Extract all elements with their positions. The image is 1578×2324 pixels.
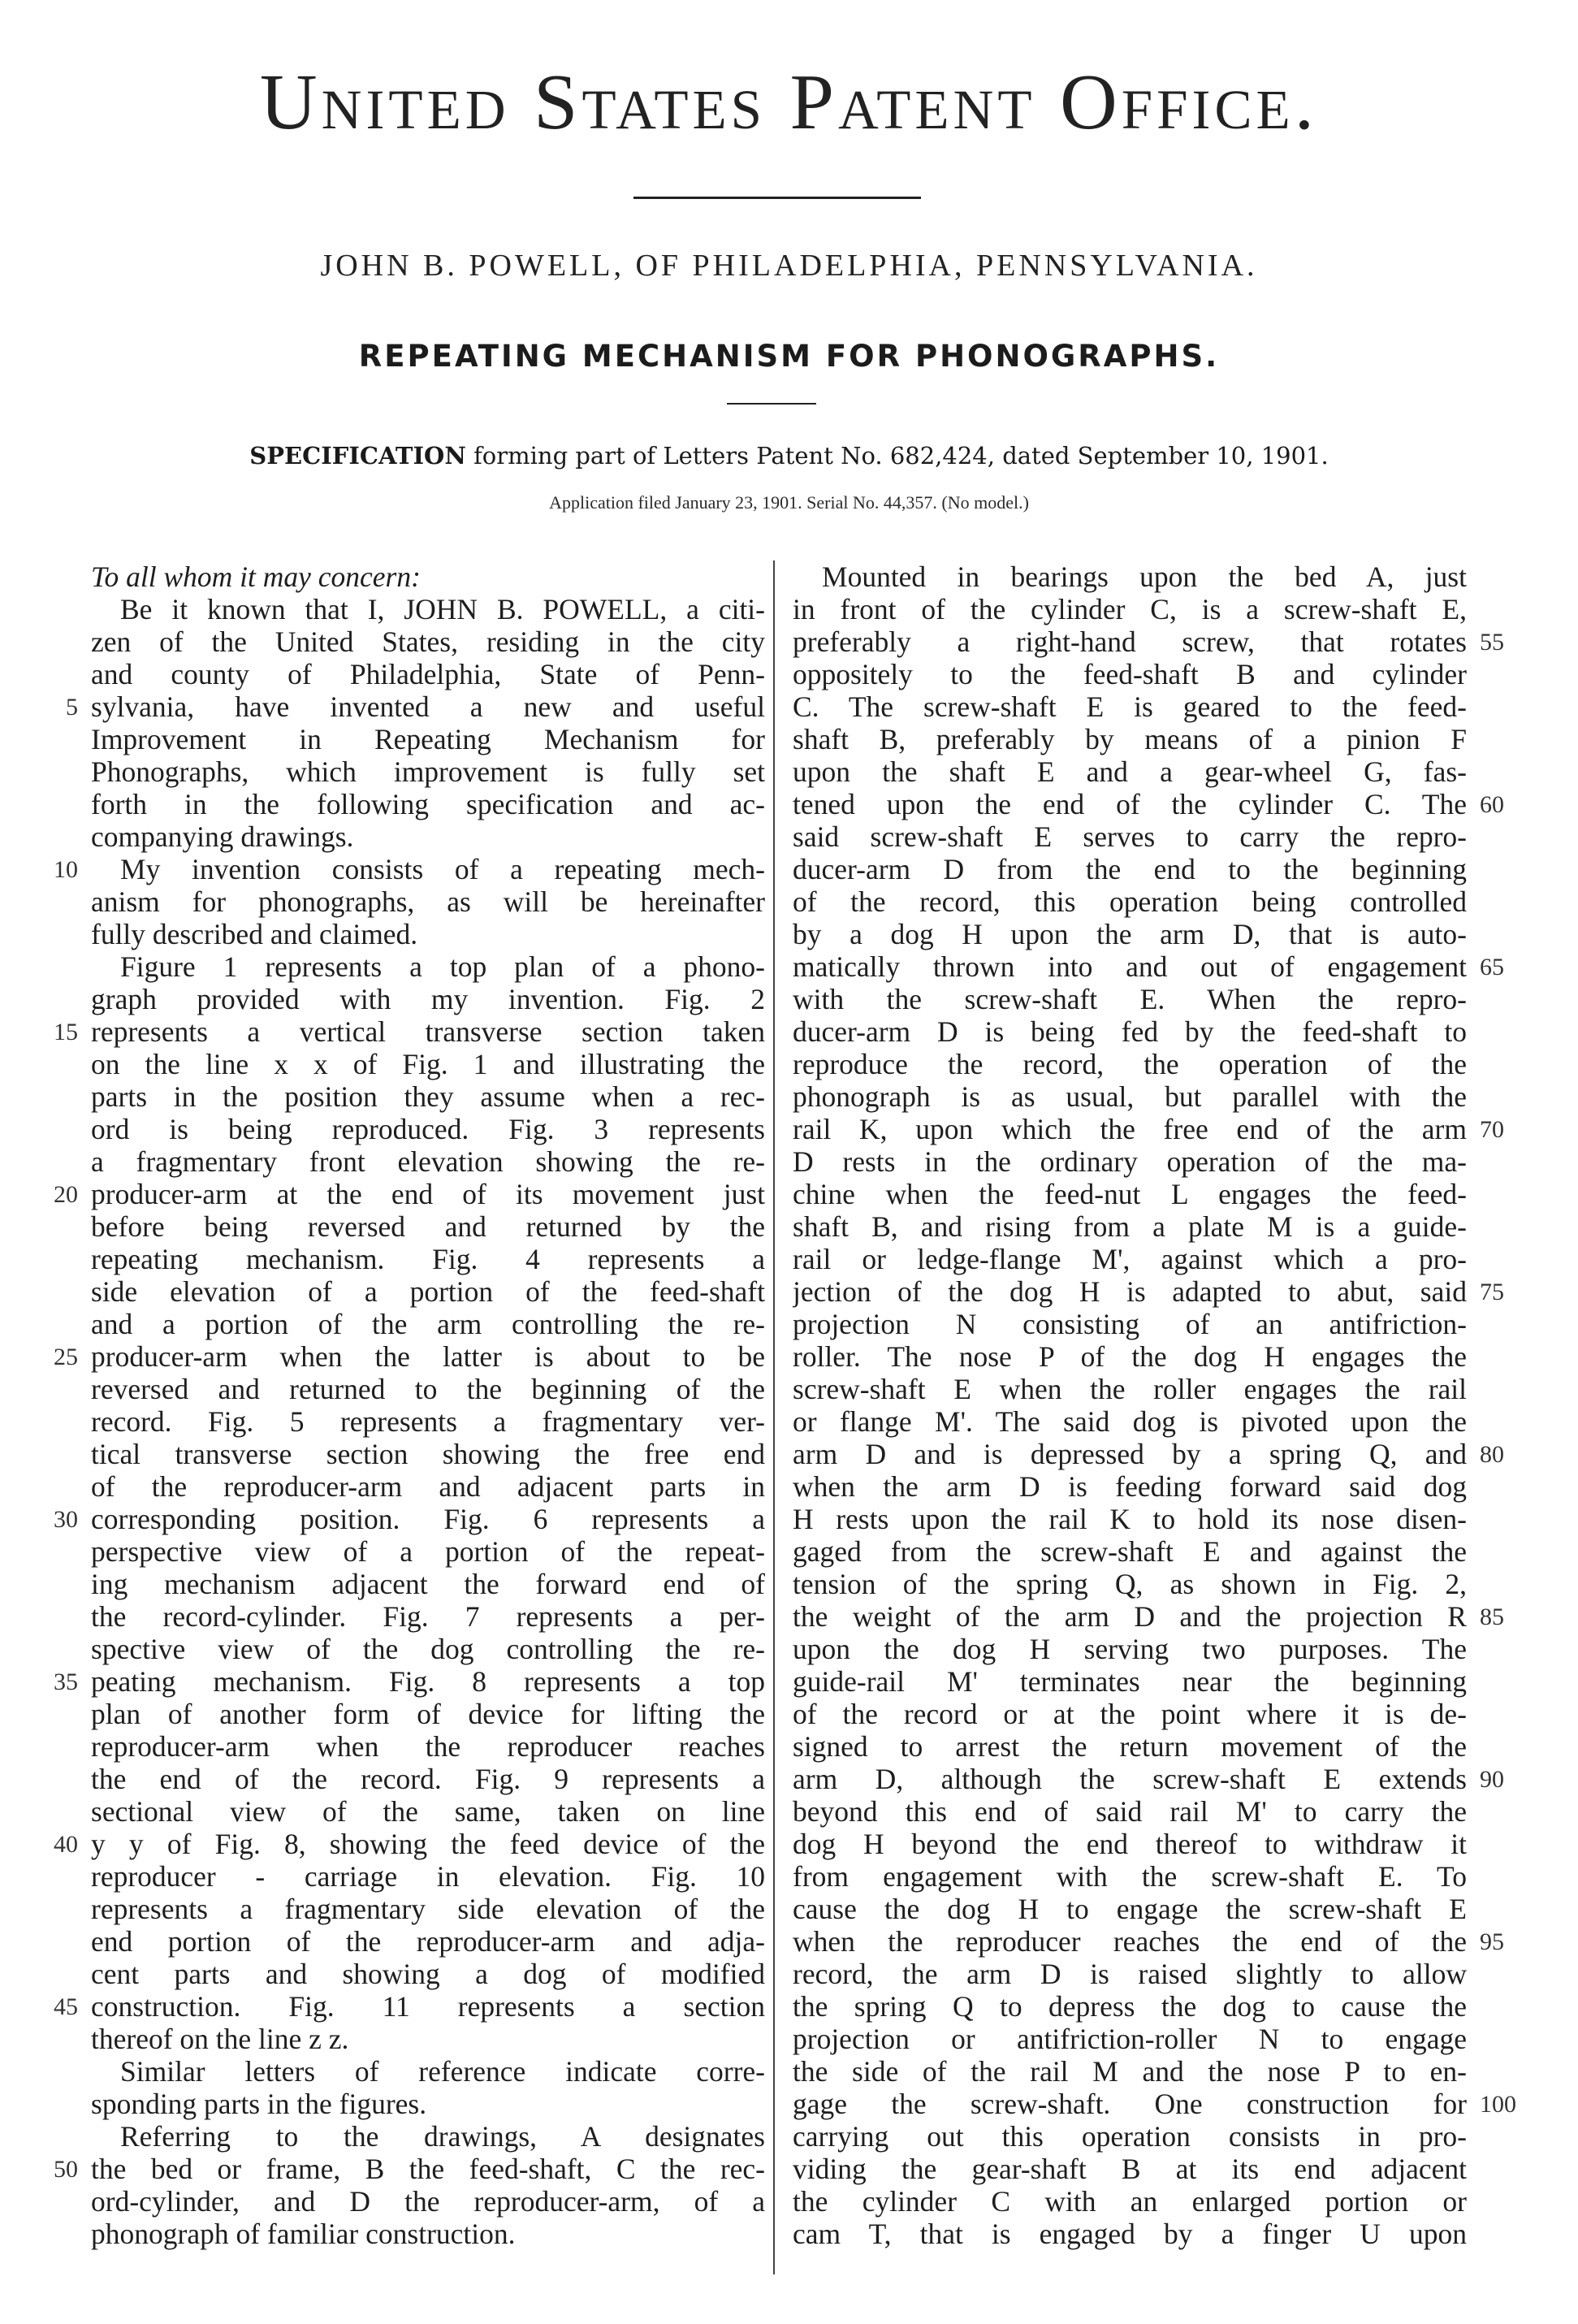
left-line-number: 25 <box>54 1344 78 1370</box>
text-line: producer-arm when the latter is about to be <box>91 1340 765 1373</box>
text-line: ord-cylinder, and D the reproducer-arm, of a <box>91 2185 765 2218</box>
text-line: guide-rail M' terminates near the beginning <box>793 1665 1467 1698</box>
text-line: graph provided with my invention. Fig. 2 <box>91 983 765 1015</box>
text-line: on the line x x of Fig. 1 and illustrating the <box>91 1048 765 1080</box>
text-line: peating mechanism. Fig. 8 represents a top <box>91 1665 765 1698</box>
text-line: cause the dog H to engage the screw-shaft E <box>793 1893 1467 1925</box>
left-line-number: 30 <box>54 1506 78 1533</box>
text-line: cent parts and showing a dog of modified <box>91 1958 765 1990</box>
right-text-column <box>793 560 1467 2250</box>
text-line: roller. The nose P of the dog H engages the <box>793 1340 1467 1373</box>
text-line: anism for phonographs, as will be hereinafter <box>91 885 765 918</box>
text-line: reproducer - carriage in elevation. Fig. 10 <box>91 1860 765 1893</box>
column-divider <box>773 560 775 2274</box>
text-line: the record-cylinder. Fig. 7 represents a per- <box>91 1600 765 1633</box>
text-line: y y of Fig. 8, showing the feed device of the <box>91 1828 765 1860</box>
text-line: fully described and claimed. <box>91 918 418 950</box>
text-line: matically thrown into and out of engagement <box>793 950 1467 983</box>
text-line: corresponding position. Fig. 6 represents a <box>91 1503 765 1535</box>
office-title: United States Patent Office. <box>259 58 1319 146</box>
left-line-number: 15 <box>54 1019 78 1045</box>
text-line: preferably a right-hand screw, that rotates <box>793 625 1467 658</box>
text-line: beyond this end of said rail M' to carry the <box>793 1795 1467 1828</box>
text-line: the spring Q to depress the dog to cause the <box>793 1990 1467 2023</box>
text-line: arm D, although the screw-shaft E extends <box>793 1763 1467 1795</box>
left-line-number: 10 <box>54 856 78 883</box>
right-line-number: 100 <box>1480 2091 1516 2118</box>
text-line: carrying out this operation consists in pro- <box>793 2120 1467 2153</box>
text-line: Similar letters of reference indicate corre- <box>120 2055 765 2088</box>
specification-line <box>0 442 1578 470</box>
text-line: side elevation of a portion of the feed-shaft <box>91 1275 765 1308</box>
text-line: tical transverse section showing the free end <box>91 1438 765 1470</box>
text-line: when the reproducer reaches the end of the <box>793 1925 1467 1958</box>
text-line: of the record, this operation being controlled <box>793 885 1467 918</box>
text-line: Improvement in Repeating Mechanism for <box>91 723 765 755</box>
text-line: perspective view of a portion of the repeat- <box>91 1535 765 1568</box>
text-line: record. Fig. 5 represents a fragmentary ver- <box>91 1405 765 1438</box>
text-line: tened upon the end of the cylinder C. The <box>793 788 1467 820</box>
text-line: phonograph of familiar construction. <box>91 2218 516 2250</box>
text-line: screw-shaft E when the roller engages the rail <box>793 1373 1467 1405</box>
text-line: said screw-shaft E serves to carry the repro- <box>793 820 1467 853</box>
text-line: oppositely to the feed-shaft B and cylinder <box>793 658 1467 690</box>
text-line: represents a vertical transverse section taken <box>91 1015 765 1048</box>
text-line: Mounted in bearings upon the bed A, just <box>822 560 1467 593</box>
text-line: My invention consists of a repeating mech- <box>120 853 765 885</box>
right-line-number: 65 <box>1480 954 1504 980</box>
left-line-number: 45 <box>54 1993 78 2020</box>
text-line: Figure 1 represents a top plan of a phono- <box>120 950 765 983</box>
text-line: ord is being reproduced. Fig. 3 represents <box>91 1113 765 1145</box>
text-line: shaft B, and rising from a plate M is a guide- <box>793 1210 1467 1243</box>
right-line-number: 75 <box>1480 1279 1504 1305</box>
text-line: repeating mechanism. Fig. 4 represents a <box>91 1243 765 1275</box>
text-line: plan of another form of device for lifting the <box>91 1698 765 1730</box>
text-line: sectional view of the same, taken on line <box>91 1795 765 1828</box>
text-line: D rests in the ordinary operation of the ma- <box>793 1145 1467 1178</box>
text-line: sponding parts in the figures. <box>91 2088 427 2120</box>
text-line: companying drawings. <box>91 820 354 853</box>
text-line: ducer-arm D from the end to the beginning <box>793 853 1467 885</box>
text-line: the weight of the arm D and the projection R <box>793 1600 1467 1633</box>
left-line-number: 50 <box>54 2156 78 2183</box>
text-line: ing mechanism adjacent the forward end of <box>91 1568 765 1600</box>
text-line: the side of the rail M and the nose P to en- <box>793 2055 1467 2088</box>
text-line: dog H beyond the end thereof to withdraw it <box>793 1828 1467 1860</box>
text-line: cam T, that is engaged by a finger U upon <box>793 2218 1467 2250</box>
inventor-line: JOHN B. POWELL, OF PHILADELPHIA, PENNSYLVANIA. <box>320 249 1258 283</box>
left-line-number: 20 <box>54 1181 78 1208</box>
text-line: projection N consisting of an antifriction- <box>793 1308 1467 1340</box>
text-line: with the screw-shaft E. When the repro- <box>793 983 1467 1015</box>
right-line-number: 85 <box>1480 1603 1504 1630</box>
application-line: Application filed January 23, 1901. Serial No. 44,357. (No model.) <box>549 492 1029 513</box>
text-line: H rests upon the rail K to hold its nose disen- <box>793 1503 1467 1535</box>
text-line: projection or antifriction-roller N to engage <box>793 2023 1467 2055</box>
text-line: viding the gear-shaft B at its end adjacent <box>793 2153 1467 2185</box>
text-line: or flange M'. The said dog is pivoted upon the <box>793 1405 1467 1438</box>
text-line: phonograph is as usual, but parallel with the <box>793 1080 1467 1113</box>
text-line: shaft B, preferably by means of a pinion F <box>793 723 1467 755</box>
text-line: reproducer-arm when the reproducer reaches <box>91 1730 765 1763</box>
text-line: reproduce the record, the operation of the <box>793 1048 1467 1080</box>
text-line: gage the screw-shaft. One construction for <box>793 2088 1467 2120</box>
text-line: producer-arm at the end of its movement just <box>91 1178 765 1210</box>
text-line: chine when the feed-nut L engages the feed- <box>793 1178 1467 1210</box>
invention-title: REPEATING MECHANISM FOR PHONOGRAPHS. <box>358 339 1220 374</box>
text-line: tension of the spring Q, as shown in Fig. 2, <box>793 1568 1467 1600</box>
text-line: when the arm D is feeding forward said dog <box>793 1470 1467 1503</box>
specification-rest: forming part of Letters Patent No. 682,424, dated September 10, 1901. <box>473 442 1329 470</box>
text-line: and a portion of the arm controlling the re- <box>91 1308 765 1340</box>
text-line: record, the arm D is raised slightly to allow <box>793 1958 1467 1990</box>
text-line: spective view of the dog controlling the re- <box>91 1633 765 1665</box>
text-line: and county of Philadelphia, State of Penn- <box>91 658 765 690</box>
text-line: the end of the record. Fig. 9 represents a <box>91 1763 765 1795</box>
title-rule <box>633 197 921 199</box>
text-line: rail or ledge-flange M', against which a pro- <box>793 1243 1467 1275</box>
text-line: from engagement with the screw-shaft E. To <box>793 1860 1467 1893</box>
text-line: C. The screw-shaft E is geared to the feed- <box>793 690 1467 723</box>
text-line: before being reversed and returned by the <box>91 1210 765 1243</box>
text-line: gaged from the screw-shaft E and against the <box>793 1535 1467 1568</box>
text-line: a fragmentary front elevation showing the re- <box>91 1145 765 1178</box>
right-line-number: 95 <box>1480 1928 1504 1955</box>
text-line: end portion of the reproducer-arm and adja- <box>91 1925 765 1958</box>
text-line: To all whom it may concern: <box>91 560 421 593</box>
specification-lead: SPECIFICATION <box>249 442 466 470</box>
right-line-number: 80 <box>1480 1441 1504 1468</box>
text-line: Referring to the drawings, A designates <box>120 2120 765 2153</box>
text-line: of the record or at the point where it is de- <box>793 1698 1467 1730</box>
text-line: in front of the cylinder C, is a screw-shaft E, <box>793 593 1467 625</box>
text-line: forth in the following specification and ac- <box>91 788 765 820</box>
text-line: signed to arrest the return movement of the <box>793 1730 1467 1763</box>
text-line: the bed or frame, B the feed-shaft, C the rec- <box>91 2153 765 2185</box>
text-line: thereof on the line z z. <box>91 2023 349 2055</box>
text-line: of the reproducer-arm and adjacent parts in <box>91 1470 765 1503</box>
text-line: jection of the dog H is adapted to abut, said <box>793 1275 1467 1308</box>
text-line: zen of the United States, residing in the city <box>91 625 765 658</box>
right-line-number: 70 <box>1480 1116 1504 1143</box>
text-line: Phonographs, which improvement is fully set <box>91 755 765 788</box>
text-line: parts in the position they assume when a rec- <box>91 1080 765 1113</box>
text-line: reversed and returned to the beginning of the <box>91 1373 765 1405</box>
section-rule <box>727 403 816 405</box>
text-line: rail K, upon which the free end of the arm <box>793 1113 1467 1145</box>
text-line: upon the dog H serving two purposes. The <box>793 1633 1467 1665</box>
text-line: Be it known that I, JOHN B. POWELL, a citi- <box>120 593 765 625</box>
text-line: upon the shaft E and a gear-wheel G, fas- <box>793 755 1467 788</box>
text-line: represents a fragmentary side elevation of the <box>91 1893 765 1925</box>
left-line-number: 5 <box>66 694 78 721</box>
text-line: arm D and is depressed by a spring Q, and <box>793 1438 1467 1470</box>
right-line-number: 55 <box>1480 629 1504 656</box>
text-line: by a dog H upon the arm D, that is auto- <box>793 918 1467 950</box>
left-line-number: 40 <box>54 1831 78 1858</box>
left-text-column <box>91 560 765 2250</box>
text-line: ducer-arm D is being fed by the feed-shaft to <box>793 1015 1467 1048</box>
text-line: construction. Fig. 11 represents a section <box>91 1990 765 2023</box>
right-line-number: 60 <box>1480 791 1504 818</box>
text-line: the cylinder C with an enlarged portion or <box>793 2185 1467 2218</box>
right-line-number: 90 <box>1480 1766 1504 1793</box>
left-line-number: 35 <box>54 1668 78 1695</box>
text-line: sylvania, have invented a new and useful <box>91 690 765 723</box>
